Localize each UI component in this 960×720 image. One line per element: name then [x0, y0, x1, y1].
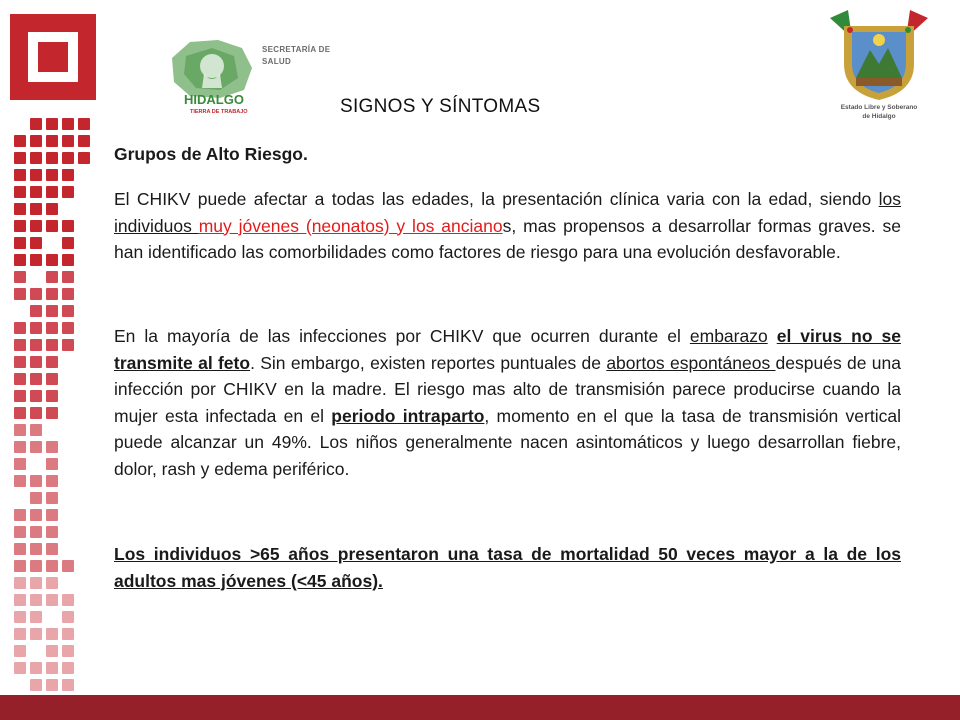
pattern-square [30, 118, 42, 130]
pattern-square [30, 662, 42, 674]
pattern-square [46, 577, 58, 589]
pattern-square [62, 322, 74, 334]
hidalgo-tagline-text: TIERRA DE TRABAJO [190, 109, 248, 115]
pattern-square [30, 186, 42, 198]
coat-of-arms-logo [826, 8, 932, 128]
pattern-square [30, 407, 42, 419]
pattern-square [46, 118, 58, 130]
pattern-square [14, 220, 26, 232]
p2-underlined-embarazo: embarazo [689, 326, 768, 346]
pattern-square [14, 424, 26, 436]
pattern-square [14, 662, 26, 674]
p1-highlight-neonatos-ancianos: muy jóvenes (neonatos) y los anciano [198, 215, 503, 236]
p2-text-f: después de una infección por CHIKV en la madre. El riesgo mas alto de transmisión parece producirse cuando la mujer esta infectada en el [114, 352, 901, 426]
pattern-square [30, 441, 42, 453]
pattern-square [46, 271, 58, 283]
pattern-square [14, 152, 26, 164]
pattern-square [62, 594, 74, 606]
pattern-square [62, 679, 74, 691]
pattern-square [46, 135, 58, 147]
p2-bold-intraparto: periodo intraparto [331, 405, 485, 426]
pattern-square [30, 628, 42, 640]
pattern-square [62, 135, 74, 147]
pattern-square [30, 577, 42, 589]
pattern-square [46, 203, 58, 215]
pattern-square [46, 254, 58, 266]
pattern-square [62, 186, 74, 198]
pattern-square [62, 288, 74, 300]
p2-underlined-abortos: abortos espontáneos [606, 352, 776, 373]
paragraph-3-mortalidad: Los individuos >65 años presentaron una tasa de mortalidad 50 veces mayor a la de los adultos mas jóvenes (<45 años). [114, 544, 901, 591]
pattern-square [30, 220, 42, 232]
pattern-square [14, 288, 26, 300]
pattern-square [30, 356, 42, 368]
pattern-square [14, 577, 26, 589]
p1-underlined-individuos: los individuos [114, 189, 901, 236]
pattern-square [62, 611, 74, 623]
pattern-square [14, 135, 26, 147]
pattern-square [46, 220, 58, 232]
pattern-square [30, 390, 42, 402]
pattern-square [46, 458, 58, 470]
p2-text-d: . Sin embargo, existen reportes puntuales de [250, 352, 607, 373]
pattern-square [30, 424, 42, 436]
secretaria-line-2: SALUD [262, 57, 292, 66]
pattern-square [62, 220, 74, 232]
pattern-square [14, 373, 26, 385]
pattern-square [30, 169, 42, 181]
side-square-pattern [0, 0, 100, 700]
pattern-square [62, 118, 74, 130]
pattern-square [14, 594, 26, 606]
pattern-square [46, 662, 58, 674]
pattern-square [30, 373, 42, 385]
pattern-square [46, 594, 58, 606]
pattern-square [46, 475, 58, 487]
pattern-square [46, 186, 58, 198]
p2-text-h: , momento en el que la tasa de transmisión vertical puede alcanzar un 49%. Los niños generalmente nacen asintomáticos y luego desarrollan fiebre, dolor, rash y edema periférico. [114, 405, 901, 479]
secretaria-salud-logo [160, 38, 360, 118]
pattern-square [14, 611, 26, 623]
p2-bold-no-transmite: el virus no se transmite al feto [114, 326, 901, 373]
pattern-square [30, 526, 42, 538]
pattern-square [46, 288, 58, 300]
pattern-square [14, 271, 26, 283]
pattern-square [62, 560, 74, 572]
pattern-square [30, 305, 42, 317]
pattern-square [46, 509, 58, 521]
pattern-square [62, 237, 74, 249]
pattern-square [46, 322, 58, 334]
paragraph-2 [114, 323, 901, 482]
slide-title: SIGNOS Y SÍNTOMAS [340, 96, 541, 117]
pattern-square [30, 594, 42, 606]
pattern-square [14, 254, 26, 266]
pattern-square [78, 135, 90, 147]
pattern-square [14, 237, 26, 249]
pattern-square [14, 441, 26, 453]
bottom-bar [0, 695, 960, 720]
pattern-square [78, 118, 90, 130]
pattern-square [46, 169, 58, 181]
pattern-square [14, 509, 26, 521]
pattern-square [30, 679, 42, 691]
pattern-square [62, 152, 74, 164]
pattern-square [62, 662, 74, 674]
pattern-square [14, 203, 26, 215]
p1-text-d: s, mas propensos a desarrollar formas graves. se han identificado las comorbilidades como factores de riesgo para una evolución desfavorable. [114, 215, 901, 262]
pattern-square [46, 645, 58, 657]
pattern-square [46, 526, 58, 538]
pattern-square [46, 356, 58, 368]
pattern-square [30, 237, 42, 249]
pattern-square [62, 628, 74, 640]
pattern-square [30, 288, 42, 300]
pattern-square [30, 322, 42, 334]
pattern-square [30, 152, 42, 164]
hidalgo-brand-text: HIDALGO [184, 92, 244, 107]
pattern-square [14, 407, 26, 419]
pattern-square [14, 390, 26, 402]
pattern-square [14, 339, 26, 351]
pattern-square [30, 611, 42, 623]
pattern-square [46, 441, 58, 453]
pattern-square [46, 628, 58, 640]
pattern-square [30, 254, 42, 266]
pattern-square [14, 475, 26, 487]
pattern-square [62, 254, 74, 266]
coat-of-arms-icon [826, 8, 932, 103]
pattern-square [46, 305, 58, 317]
pattern-square [30, 560, 42, 572]
pattern-square [30, 509, 42, 521]
pattern-square [14, 645, 26, 657]
pattern-square [46, 339, 58, 351]
coat-caption-line-1: Estado Libre y Soberano [840, 104, 918, 111]
hidalgo-map-icon [160, 38, 260, 118]
paragraph-1 [114, 186, 901, 266]
pattern-square [46, 407, 58, 419]
pattern-square [14, 560, 26, 572]
pattern-square [46, 560, 58, 572]
pattern-square [30, 543, 42, 555]
pattern-square [14, 356, 26, 368]
pattern-square [46, 679, 58, 691]
p1-text-a: El CHIKV puede afectar a todas las edades, la presentación clínica varia con la edad, siendo [114, 189, 879, 209]
secretaria-line-1: SECRETARÍA DE [262, 45, 331, 54]
pattern-square [46, 390, 58, 402]
pattern-square [30, 135, 42, 147]
pattern-square [30, 475, 42, 487]
pattern-square [14, 543, 26, 555]
pattern-square [46, 492, 58, 504]
pattern-square [46, 373, 58, 385]
p2-text-a: En la mayoría de las infecciones por CHIKV que ocurren durante el [114, 326, 690, 346]
pattern-square [14, 458, 26, 470]
pattern-square [14, 628, 26, 640]
pattern-square [14, 186, 26, 198]
section-heading: Grupos de Alto Riesgo. [114, 144, 308, 164]
pattern-square [14, 526, 26, 538]
pattern-square [78, 152, 90, 164]
coat-caption-line-2: de Hidalgo [862, 113, 896, 120]
pattern-square [30, 339, 42, 351]
pattern-square [46, 543, 58, 555]
pattern-square [62, 339, 74, 351]
pattern-square [62, 305, 74, 317]
coat-caption [816, 103, 942, 121]
pattern-square [62, 271, 74, 283]
secretaria-wordmark [262, 44, 330, 68]
pattern-square [46, 152, 58, 164]
pattern-square [30, 203, 42, 215]
pattern-square [14, 322, 26, 334]
pattern-square [14, 169, 26, 181]
pattern-square [62, 169, 74, 181]
pattern-square [62, 645, 74, 657]
pattern-square [30, 492, 42, 504]
